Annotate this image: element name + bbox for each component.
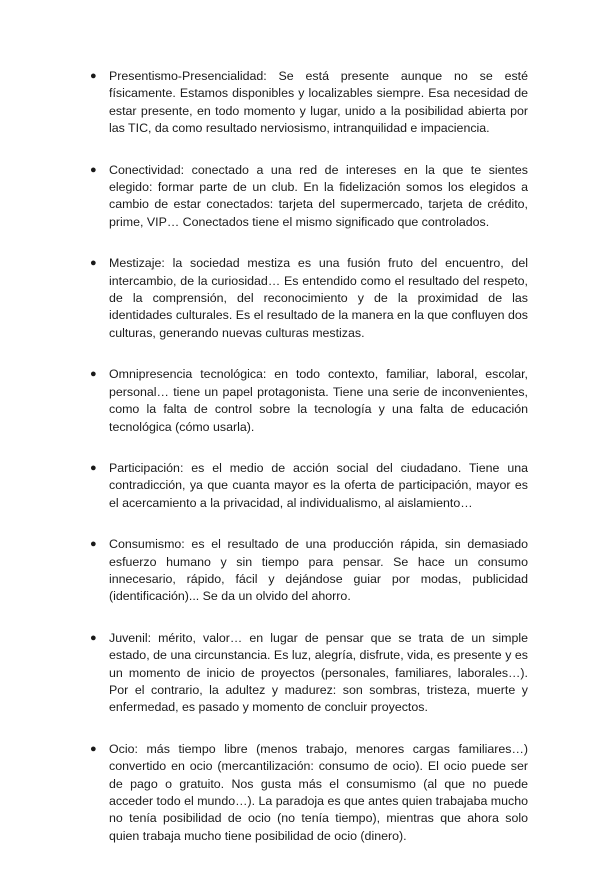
- list-item: [90, 741, 528, 845]
- item-text-conectividad: Conectividad: conectado a una red de intereses en la que te sientes elegido: formar parte de un club. En la fidelización somos los elegidos a cambio de estar conectados: tarjeta del supermercado, tarjeta de crédito, prime, VIP… Conectados tiene el mismo significado que controlados.: [109, 162, 528, 229]
- list-item: [90, 366, 528, 436]
- list-item: [90, 536, 528, 606]
- list-item: [90, 162, 528, 232]
- item-text-ocio: Ocio: más tiempo libre (menos trabajo, menores cargas familiares…) convertido en ocio (mercantilización: consumo de ocio). El ocio puede ser de pago o gratuito. Nos gusta más el consumismo (al que no puede acceder todo el mundo…). La paradoja es que antes quien trabajaba mucho no tenía posibilidad de ocio (no tenía tiempo), mientras que ahora solo quien trabaja mucho tiene posibilidad de ocio (dinero).: [109, 741, 528, 843]
- item-text-juvenil: Juvenil: mérito, valor… en lugar de pensar que se trata de un simple estado, de una circunstancia. Es luz, alegría, disfrute, vida, es presente y es un momento de inicio de proyectos (personales, familiares, laborales…). Por el contrario, la adultez y madurez: son sombras, tristeza, muerte y enfermedad, es pasado y momento de concluir proyectos.: [109, 630, 528, 715]
- item-text-omnipresencia: Omnipresencia tecnológica: en todo contexto, familiar, laboral, escolar, personal… tiene un papel protagonista. Tiene una serie de inconvenientes, como la falta de control sobre la tecnología y una falta de educación tecnológica (cómo usarla).: [109, 367, 528, 434]
- bullet-icon: ●: [90, 70, 97, 82]
- list-item: [90, 68, 528, 138]
- bullet-icon: ●: [90, 257, 97, 270]
- bullet-icon: ●: [90, 538, 97, 551]
- bullet-icon: ●: [90, 461, 97, 474]
- list-item: [90, 255, 528, 342]
- bullet-list: [90, 68, 528, 869]
- item-text-mestizaje: Mestizaje: la sociedad mestiza es una fusión fruto del encuentro, del intercambio, de la curiosidad… Es entendido como el resultado del respeto, de la comprensión, del reconocimiento y de la proximidad de las identidades culturales. Es el resultado de la manera en la que confluyen dos culturas, generando nuevas culturas mestizas.: [109, 256, 528, 340]
- item-text-presentismo: Presentismo-Presencialidad: Se está presente aunque no se esté físicamente. Estamos disponibles y localizables siempre. Esa necesidad de estar presente, en todo momento y lugar, unido a la posibilidad abierta por las TIC, da como resultado nerviosismo, intranquilidad e impaciencia.: [109, 69, 528, 136]
- item-text-participacion: Participación: es el medio de acción social del ciudadano. Tiene una contradicción, ya que cuanta mayor es la oferta de participación, mayor es el acercamiento a la privacidad, al individualismo, al aislamiento…: [109, 460, 528, 510]
- bullet-icon: ●: [90, 631, 97, 644]
- list-item: [90, 630, 528, 717]
- bullet-icon: ●: [90, 163, 97, 176]
- bullet-icon: ●: [90, 742, 97, 755]
- bullet-icon: ●: [90, 368, 97, 381]
- item-text-consumismo: Consumismo: es el resultado de una producción rápida, sin demasiado esfuerzo humano y sin tiempo para pensar. Se hace un consumo innecesario, rápido, fácil y dejándose guiar por modas, publicidad (identificación)... Se da un olvido del ahorro.: [109, 537, 528, 604]
- list-item: [90, 460, 528, 512]
